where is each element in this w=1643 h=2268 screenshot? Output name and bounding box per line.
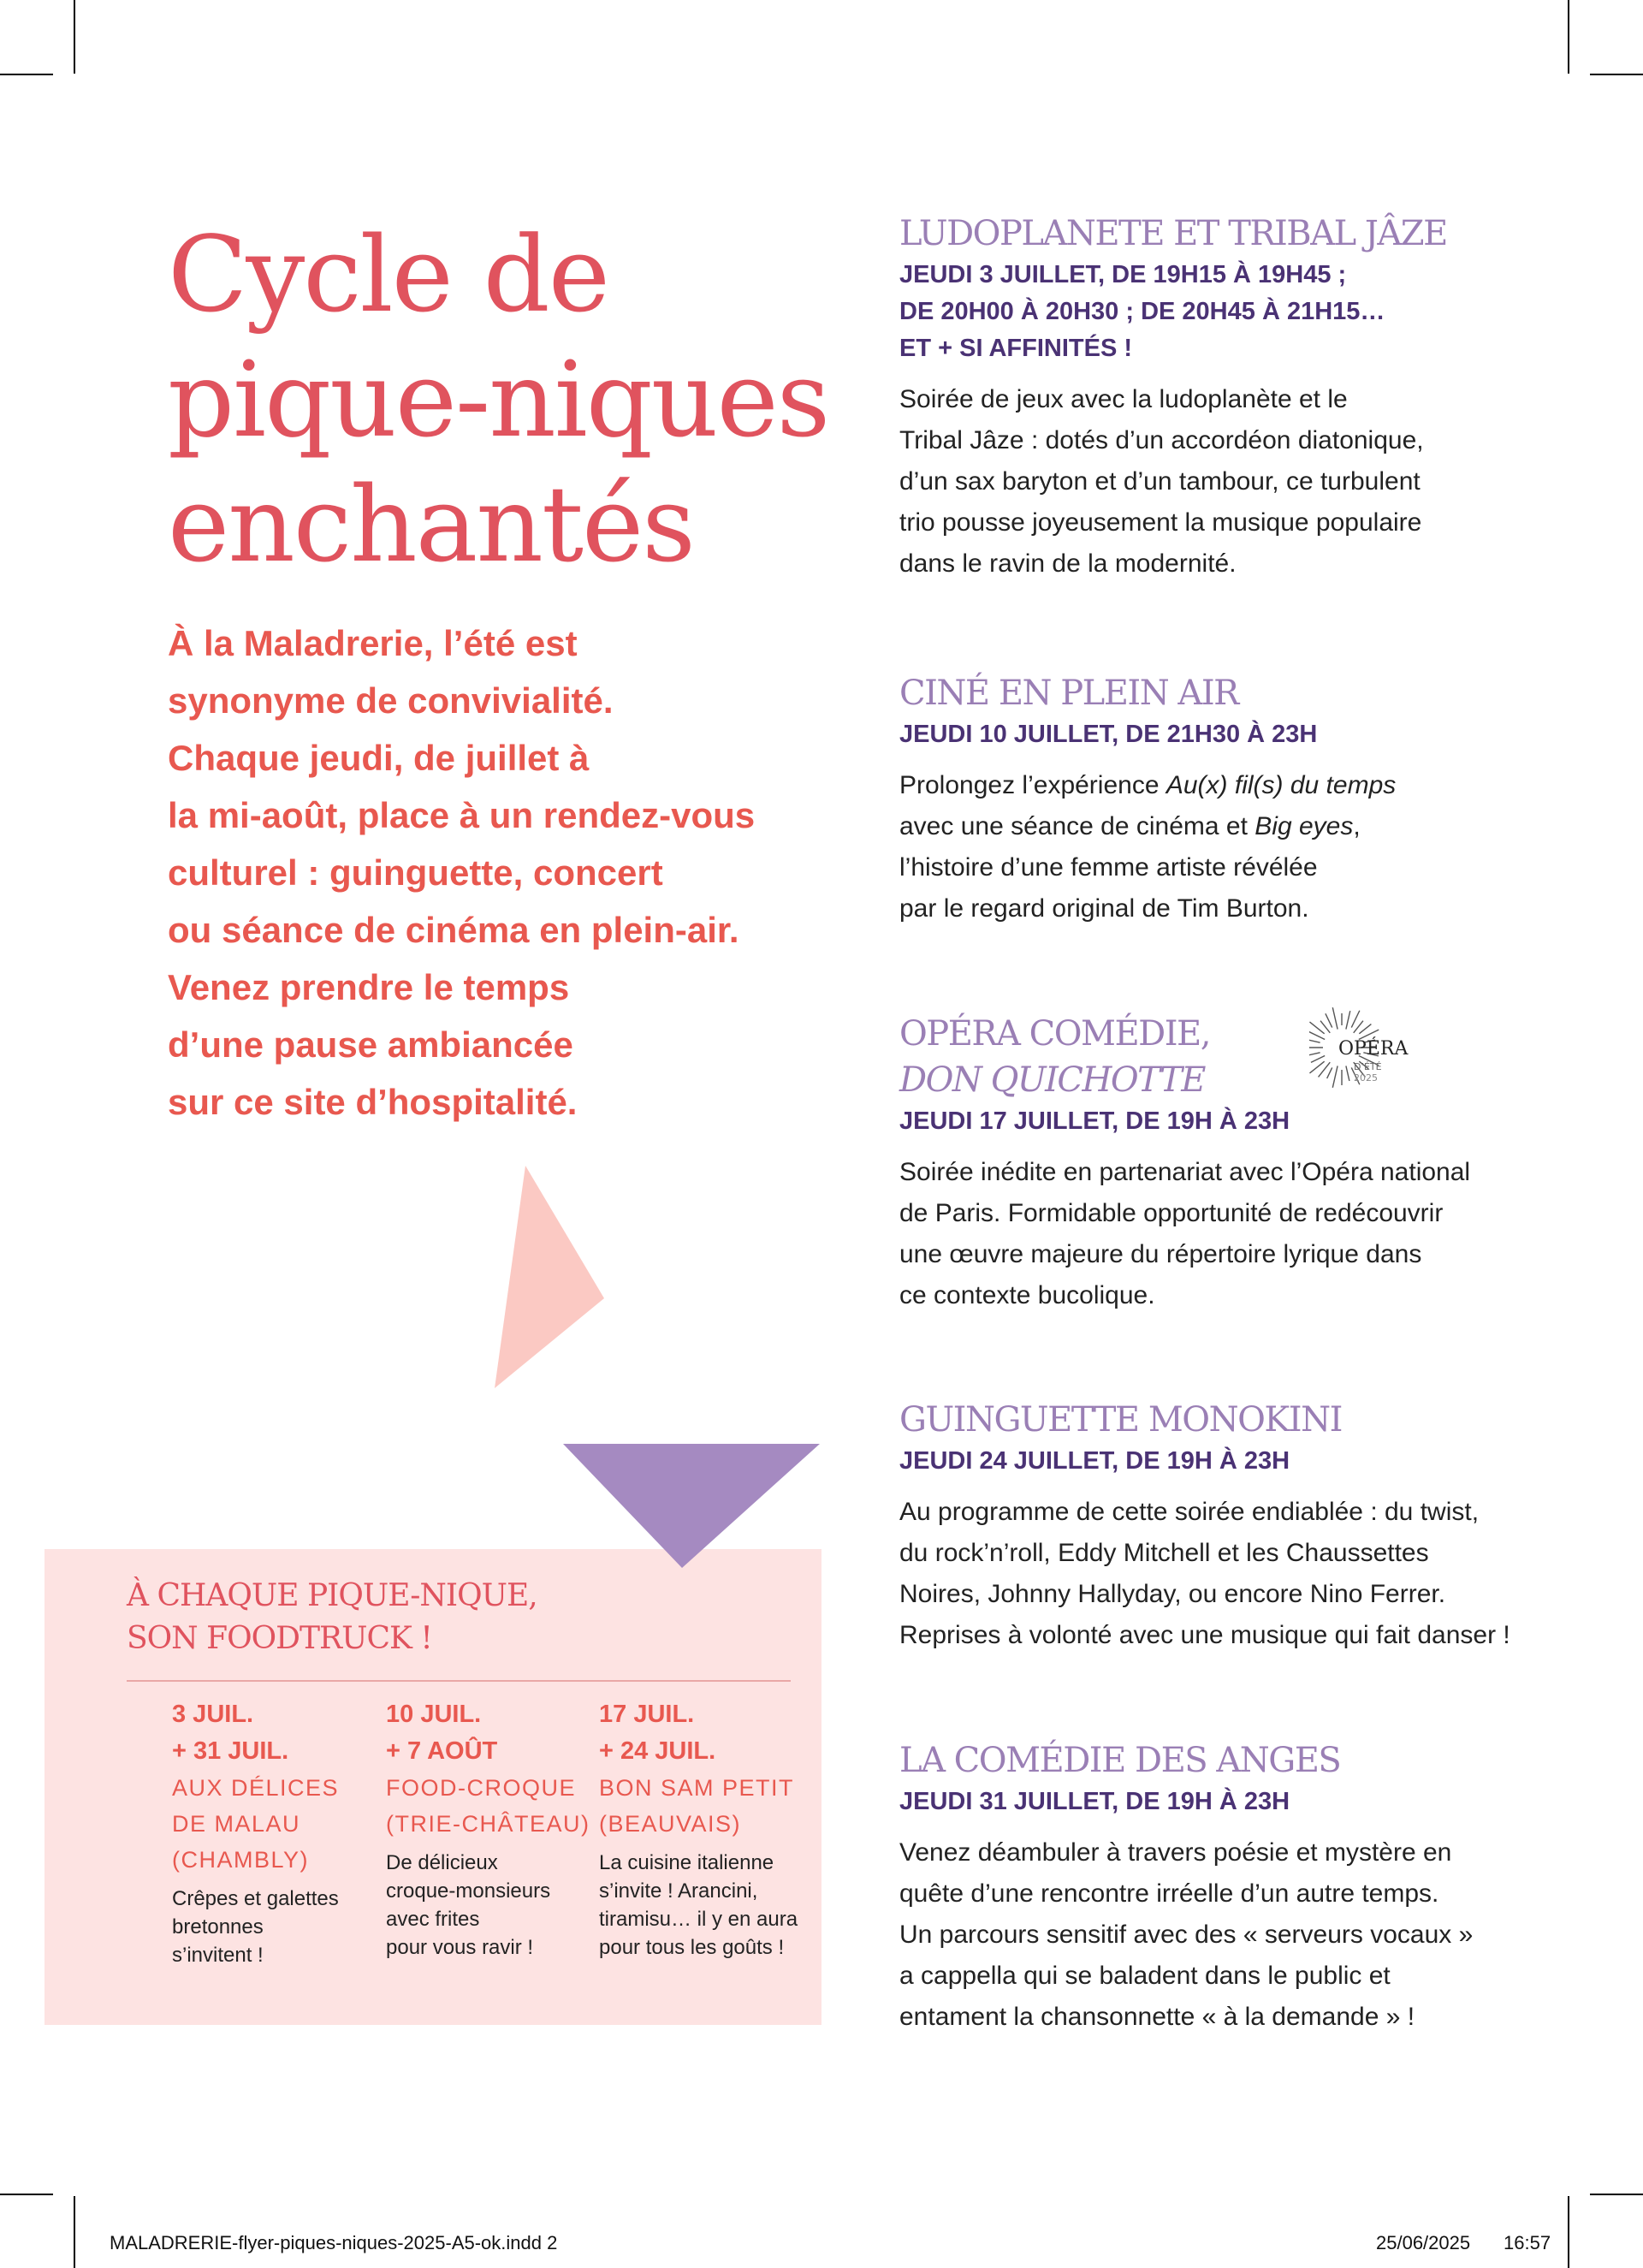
logo-word: OPÉRA [1338,1038,1409,1060]
foodtruck-column [172,1696,377,1969]
foodtruck-desc-line: La cuisine italienne [599,1851,774,1874]
text-run: , [1353,812,1361,840]
event-comedie-des-anges [899,1737,1575,2038]
foodtruck-name-line: BON SAM PETIT [599,1775,795,1801]
divider [127,1680,791,1682]
foodtruck-description [599,1849,804,1962]
event-description [899,1492,1575,1656]
foodtruck-name [386,1770,591,1842]
pink-triangle [495,1166,604,1388]
event-date-line: JEUDI 24 JUILLET, DE 19H À 23H [899,1447,1290,1475]
foodtruck-desc-line: Crêpes et galettes [172,1887,339,1910]
intro-line: sur ce site d’hospitalité. [168,1082,578,1122]
lilac-triangle [563,1444,820,1568]
foodtruck-dates [172,1696,377,1770]
foodtruck-name [599,1770,804,1842]
logo-ray [1326,1013,1332,1027]
event-title-line: LUDOPLANETE ET TRIBAL JÂZE [899,214,1447,253]
foodtruck-date: 3 JUIL. [172,1701,254,1728]
logo-year: 2025 [1354,1072,1378,1084]
logo-ray [1359,1024,1371,1034]
intro-line: Chaque jeudi, de juillet à [168,738,590,778]
logo-ray [1346,1011,1350,1029]
foodtruck-date: 10 JUIL. [386,1701,482,1728]
foodtruck-desc-line: bretonnes [172,1915,264,1938]
foodtruck-desc-line: tiramisu… il y en aura [599,1908,798,1931]
event-desc-line: Tribal Jâze : dotés d’un accordéon diatonique, [899,426,1424,454]
title-line: Cycle de [168,214,608,335]
foodtruck-desc-line: pour vous ravir ! [386,1936,534,1959]
event-title [899,211,1575,257]
event-desc-line: Soirée de jeux avec la ludoplanète et le [899,385,1348,413]
event-date [899,1784,1575,1820]
event-title-line: LA COMÉDIE DES ANGES [899,1741,1341,1780]
slug-date: 25/06/2025 [1376,2232,1471,2253]
foodtruck-desc-line: pour tous les goûts ! [599,1936,785,1959]
event-description [899,1152,1575,1316]
intro-line: la mi-août, place à un rendez-vous [168,795,756,835]
event-title-line: OPÉRA COMÉDIE, [899,1014,1210,1054]
event-title [899,1737,1575,1784]
event-title [899,1011,1575,1103]
event-title-line: CINÉ EN PLEIN AIR [899,674,1238,713]
intro-line: d’une pause ambiancée [168,1024,573,1065]
logo-ray [1309,1053,1320,1056]
event-desc-line: dans le ravin de la modernité. [899,549,1237,578]
logo-ray [1346,1066,1349,1081]
foodtruck-name-line: DE MALAU [172,1811,301,1837]
foodtruck-dates [599,1696,804,1770]
event-desc-line [899,765,1575,806]
slug-time: 16:57 [1504,2232,1551,2253]
foodtruck-desc-line: croque-monsieurs [386,1879,551,1903]
foodtruck-name-line: FOOD-CROQUE [386,1775,576,1801]
logo-ray [1327,1067,1332,1078]
intro-line: ou séance de cinéma en plein-air. [168,910,739,950]
intro-line: synonyme de convivialité. [168,680,614,721]
foodtruck-date: 17 JUIL. [599,1701,695,1728]
event-date-line: DE 20H00 À 20H30 ; DE 20H45 À 21H15… [899,298,1385,325]
event-date-line: JEUDI 31 JUILLET, DE 19H À 23H [899,1788,1290,1815]
event-title [899,670,1575,716]
foodtruck-date: + 31 JUIL. [172,1737,289,1765]
foodtruck-desc-line: s’invitent ! [172,1944,264,1967]
intro-line: Venez prendre le temps [168,967,570,1007]
event-desc-line: Reprises à volonté avec une musique qui fait danser ! [899,1621,1510,1649]
title-line: enchantés [168,464,694,585]
event-date-line: JEUDI 3 JUILLET, DE 19H15 À 19H45 ; [899,261,1347,288]
event-ludoplanete [899,211,1575,585]
foodtruck-date: + 24 JUIL. [599,1737,716,1765]
text-run: Prolongez l’expérience [899,771,1166,799]
event-description [899,1832,1575,2038]
logo-ray [1332,1066,1338,1087]
event-desc-line: entament la chansonnette « à la demande » ! [899,2003,1415,2031]
event-desc-line: par le regard original de Tim Burton. [899,894,1309,923]
event-desc-line: ce contexte bucolique. [899,1281,1155,1309]
event-desc-line: trio pousse joyeusement la musique populaire [899,508,1422,537]
logo-ray [1311,1056,1325,1063]
event-desc-line: Un parcours sensitif avec des « serveurs vocaux » [899,1921,1474,1949]
foodtruck-desc-line: De délicieux [386,1851,498,1874]
event-desc-line: a cappella qui se baladent dans le public et [899,1962,1391,1990]
slug-filename: MALADRERIE-flyer-piques-niques-2025-A5-ok.indd 2 [110,2232,558,2253]
event-desc-line: du rock’n’roll, Eddy Mitchell et les Chaussettes [899,1539,1429,1567]
event-desc-line: quête d’une rencontre irréelle d’un autre temps. [899,1879,1439,1908]
logo-ray [1332,1007,1338,1029]
event-title [899,1397,1575,1443]
text-run: avec une séance de cinéma et [899,812,1255,840]
event-date [899,716,1575,753]
foodtruck-title [127,1575,777,1660]
opera-ete-logo [1309,1003,1429,1097]
event-date [899,1103,1575,1140]
intro-line: À la Maladrerie, l’été est [168,623,578,663]
event-date-line: JEUDI 17 JUILLET, DE 19H À 23H [899,1107,1290,1135]
event-desc-line [899,806,1575,847]
event-desc-line: l’histoire d’une femme artiste révélée [899,853,1318,882]
foodtruck-column [386,1696,591,1962]
event-desc-line: d’un sax baryton et d’un tambour, ce turbulent [899,467,1421,496]
event-guinguette-monokini [899,1397,1575,1656]
foodtruck-title-line: SON FOODTRUCK ! [127,1621,432,1656]
foodtruck-description [386,1849,591,1962]
foodtruck-name-line: (CHAMBLY) [172,1847,310,1873]
event-date [899,257,1575,367]
foodtruck-date: + 7 AOÛT [386,1737,498,1765]
foodtruck-name [172,1770,377,1878]
logo-ray [1351,1011,1360,1028]
event-title-line: GUINGUETTE MONOKINI [899,1400,1342,1440]
event-cine-plein-air [899,670,1575,929]
logo-sub: D’ÉTÉ [1354,1061,1382,1072]
foodtruck-title-line: À CHAQUE PIQUE-NIQUE, [127,1578,537,1613]
event-date-line: ET + SI AFFINITÉS ! [899,335,1133,362]
foodtruck-desc-line: avec frites [386,1908,480,1931]
film-title: Big eyes [1254,812,1354,840]
event-date [899,1443,1575,1480]
foodtruck-name-line: (TRIE-CHÂTEAU) [386,1811,590,1837]
event-opera-comedie [899,1011,1575,1316]
foodtruck-description [172,1885,377,1969]
event-desc-line: une œuvre majeure du répertoire lyrique dans [899,1240,1422,1268]
logo-ray [1309,1040,1320,1042]
event-desc-line: Soirée inédite en partenariat avec l’Opéra national [899,1158,1471,1186]
event-desc-line: de Paris. Formidable opportunité de redécouvrir [899,1199,1444,1227]
intro-line: culturel : guinguette, concert [168,852,663,893]
foodtruck-name-line: AUX DÉLICES [172,1775,340,1801]
event-description [899,765,1575,929]
foodtruck-desc-line: s’invite ! Arancini, [599,1879,758,1903]
foodtruck-name-line: (BEAUVAIS) [599,1811,742,1837]
title-line: pique-niques [168,339,829,460]
foodtruck-column [599,1696,804,1962]
event-description [899,379,1575,585]
film-title: Au(x) fil(s) du temps [1166,771,1397,799]
event-desc-line: Au programme de cette soirée endiablée : du twist, [899,1498,1480,1526]
event-desc-line: Noires, Johnny Hallyday, ou encore Nino Ferrer. [899,1580,1446,1608]
foodtruck-dates [386,1696,591,1770]
event-desc-line: Venez déambuler à travers poésie et mystère en [899,1838,1452,1867]
event-title-line: DON QUICHOTTE [899,1060,1205,1100]
event-date-line: JEUDI 10 JUILLET, DE 21H30 À 23H [899,721,1318,748]
